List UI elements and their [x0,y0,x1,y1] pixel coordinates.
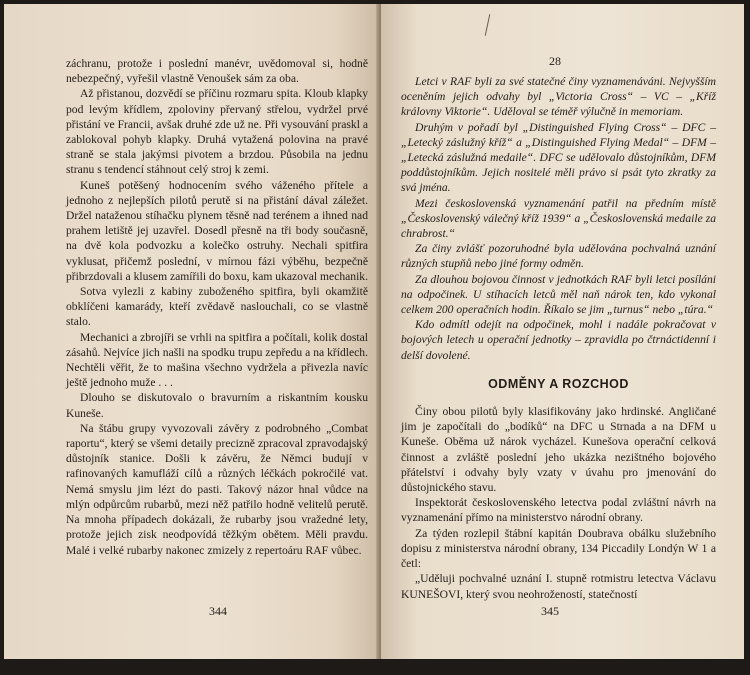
note-paragraph: Za činy zvlášť pozoruhodné byla udělována pochvalná uznání různých stupňů nebo jiné formy odměn. [401,242,716,271]
paragraph: „Uděluji pochvalné uznání I. stupně rotmistru letectva Václavu KUNEŠOVI, který svou neohrožeností, statečností [401,572,716,601]
footnote-page-number: 28 [549,54,561,68]
chapter-heading: ODMĚNY A ROZCHOD [488,376,629,391]
right-page [381,4,744,659]
note-paragraph: Mezi československá vyznamenání patřil na předním místě „Československý válečný kříž 1939“ a „Československá medaile za chrabrost.“ [401,196,716,241]
left-page [4,4,378,659]
paragraph: záchranu, protože i poslední manévr, uvědomoval si, hodně nebezpečný, vyřešil vlastně Venoušek sám za oba. [66,57,368,86]
note-paragraph: Za dlouhou bojovou činnost v jednotkách RAF byli letci posíláni na odpočinek. U stíhacích letců měl naň nárok ten, kdo vykonal celkem 200 operačních hodin. Říkalo se jim „turnus“ nebo „túra.“ [401,272,716,317]
pen-mark [485,14,491,36]
right-page-text [401,74,716,602]
paragraph: Mechanici a zbrojíři se vrhli na spitfira a počítali, kolik dostal zásahů. Nejvíce jich našli na spodku trupu zepředu a na křídlech. Nechtěli věřit, že to mašina všechno vydržela a přivezla navíc ještě jednoho muže . . . [66,330,368,390]
paragraph: Sotva vylezli z kabiny zuboženého spitfira, byli okamžitě obklíčeni kamarády, kteří zvědavě naslouchali, co se vlastně stalo. [66,285,368,329]
paragraph: Za týden rozlepil štábní kapitán Doubrava obálku služebního dopisu z ministerstva národní obrany, 134 Piccadily Londýn W 1 a četl: [401,526,716,571]
page-number: 345 [541,604,559,618]
paragraph: Až přistanou, dozvědí se příčinu rozmaru spita. Kloub klapky pod levým křídlem, zpoloviny přervaný střelou, vydržel prvé přistání ve Francii, avšak druhé zde už ne. Při vysouvání praskl a zablokoval pohyb klapky. Druhá vytažená polovina na pravé straně se stala jakýmsi pivotem a brzdou. Působila na jednu stranu s tendencí stáhnout celý stroj k zemi. [66,87,368,177]
paragraph: Dlouho se diskutovalo o bravurním a riskantním kousku Kuneše. [66,391,368,420]
note-paragraph: Druhým v pořadí byl „Distinguished Flying Cross“ – DFC – „Letecký záslužný kříž“ a „Distinguished Flying Medal“ – DFM – „Letecká záslužná medaile“. DFC se udělovalo důstojníkům, DFM poddůstojníkům. Jejich nositelé měli právo si psát tyto zkratky za svá jména. [401,120,716,195]
note-paragraph: Letci v RAF byli za své statečné činy vyznamenáváni. Nejvyšším oceněním jejich odvahy byl „Victoria Cross“ – VC – „Kříž královny Viktorie“. Uděloval se téměř výlučně in memoriam. [401,75,716,119]
page-number: 344 [209,604,227,618]
paragraph: Kuneš potěšený hodnocením svého váženého přítele a jednoho z nejlepších pilotů perutě si na přistání dával záležet. Držel nataženou stíhačku plynem těsně nad terénem a ihned nad prahem letiště jej uzavřel. Dosedl přesně na tři body současně, na dvě kola podvozku a kolečko ostruhy. Nechali spitfira vyklusat, přičemž poslední, v mírnou fázi výběhu, bezpečně přibrzdovali a klusem zamířili do boxu, kam ukazoval mechanik. [66,178,368,283]
paragraph: Inspektorát československého letectva podal zvláštní návrh na vyznamenání přímo na ministerstvo národní obrany. [401,496,716,525]
note-paragraph: Kdo odmítl odejít na odpočinek, mohl i nadále pokračovat v bojových letech u operační jednotky – zpravidla po čtrnáctidenní i delší dovolené. [401,318,716,362]
left-page-text [66,56,368,558]
paragraph: Na štábu grupy vyvozovali závěry z podrobného „Combat raportu“, který se všemi detaily precizně zpracoval zpravodajský důstojník stanice. Došli k závěru, že Němci budují v rafinovaných kamufláží cílů a různých léčkách pokročilé vat. Nemá smyslu jim lézt do pasti. Takový názor hnal vůdce na mlýn odpůrcům rubarbů, mezi něž patřilo hodně velitelů perutě. Na mnoha případech dokázali, že rubarby jsou vražedné lety, protože jejich zisk neodpovídá těžkým obětem. Měli pravdu. Malé i velké rubarby nakonec zmizely z repertoáru RAF vůbec. [66,421,368,557]
book-spread [4,4,744,659]
paragraph: Činy obou pilotů byly klasifikovány jako hrdinské. Angličané jim je započítali do „bodíků“ na DFC u Strnada a na DFM u Kuneše. Oběma už nárok vycházel. Kunešova operační celková činnost a zvláště poslední jeho ukázka nezištného bojového přátelství i odvahy byly vzaty v úvahu pro jmenování do důstojnického stavu. [401,405,716,495]
